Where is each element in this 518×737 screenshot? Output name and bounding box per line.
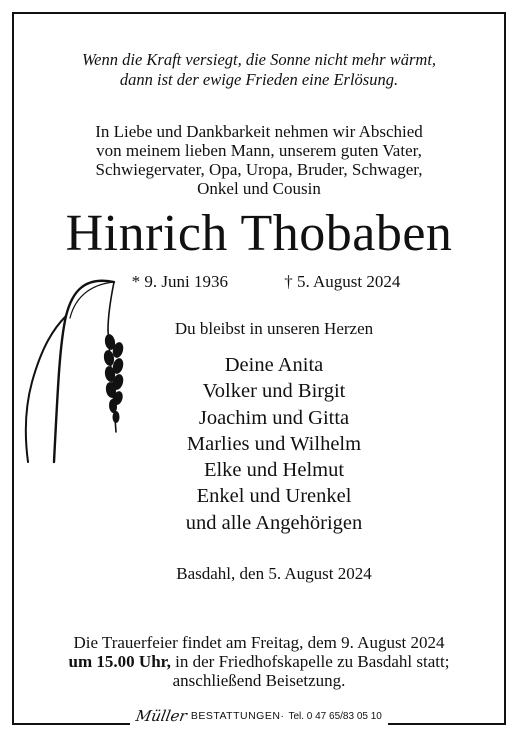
family-member: Marlies und Wilhelm	[186, 432, 362, 455]
service-line: anschließend Beisetzung.	[172, 671, 346, 690]
funeral-service-info	[14, 633, 504, 690]
birth-date: * 9. Juni 1936	[131, 272, 228, 291]
obituary-notice	[12, 12, 506, 725]
family-member: und alle Angehörigen	[185, 511, 363, 534]
intro-line: von meinem lieben Mann, unserem guten Vater,	[96, 141, 422, 160]
intro-text	[14, 122, 504, 198]
intro-line: In Liebe und Dankbarkeit nehmen wir Abschied	[95, 122, 423, 141]
funeral-home-phone: Tel. 0 47 65/83 05 10	[288, 710, 382, 722]
quote	[14, 50, 504, 90]
family-member: Volker und Birgit	[202, 380, 346, 403]
funeral-home-logo	[130, 707, 388, 725]
place-and-date: Basdahl, den 5. August 2024	[176, 564, 372, 583]
quote-line: dann ist der ewige Frieden eine Erlösung.	[119, 70, 399, 89]
death-date: † 5. August 2024	[284, 272, 401, 291]
service-line	[14, 652, 504, 671]
funeral-home-name: BESTATTUNGEN	[190, 710, 281, 722]
service-line: Die Trauerfeier findet am Freitag, dem 9. August 2024	[73, 633, 445, 652]
quote-line: Wenn die Kraft versiegt, die Sonne nicht mehr wärmt,	[81, 50, 437, 69]
service-location: in der Friedhofskapelle zu Basdahl statt;	[170, 652, 450, 671]
family-member: Deine Anita	[224, 354, 324, 376]
intro-line: Schwiegervater, Opa, Uropa, Bruder, Schwager,	[95, 160, 423, 179]
funeral-home-logo-script: Müller	[134, 707, 189, 725]
family-member: Elke und Helmut	[203, 459, 345, 482]
farewell-line: Du bleibst in unseren Herzen	[174, 319, 374, 338]
funeral-home-footer	[14, 693, 504, 723]
service-time: um 15.00 Uhr,	[68, 652, 171, 671]
family-list	[14, 352, 504, 536]
intro-line: Onkel und Cousin	[197, 179, 321, 198]
family-member: Joachim und Gitta	[198, 406, 350, 429]
deceased-name: Hinrich Thobaben	[65, 205, 453, 262]
footer-separator: ·	[280, 710, 285, 722]
family-member: Enkel und Urenkel	[196, 485, 352, 508]
